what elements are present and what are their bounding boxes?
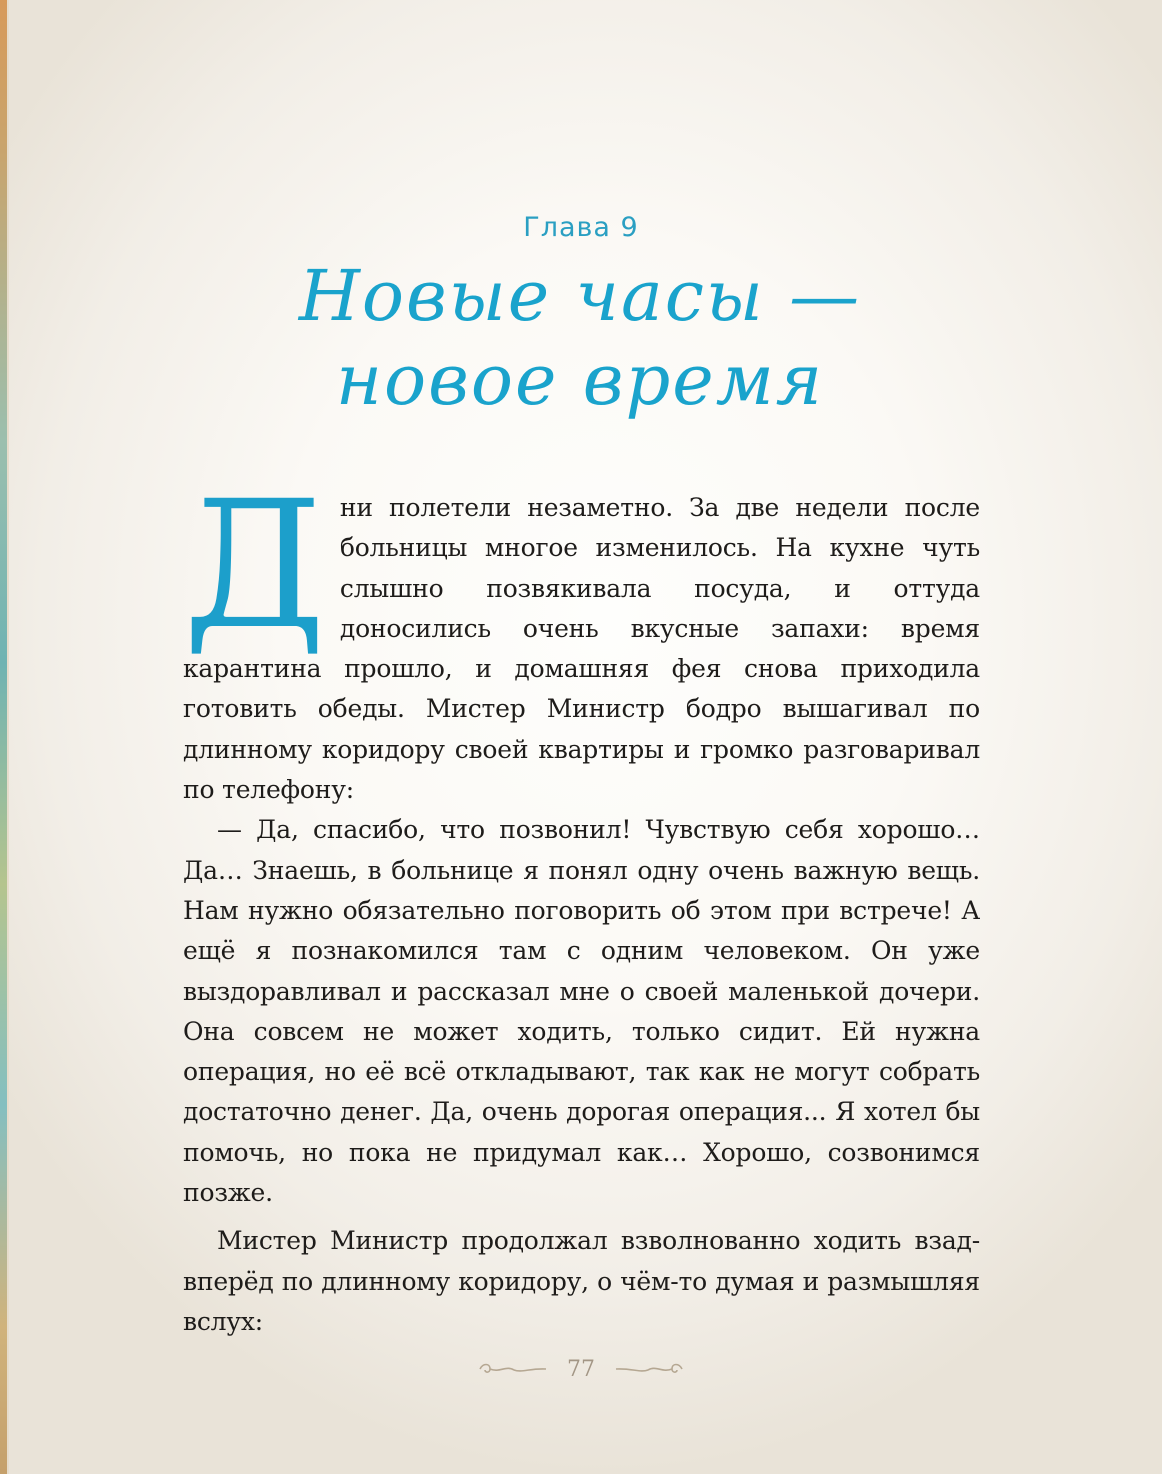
chapter-label: Глава 9 (523, 212, 639, 243)
first-paragraph-text: ни полетели незаметно. За две недели после больницы многое изменилось. На кухне чуть слышно позвякивала посуда, и оттуда доносились очень вкусные запахи: время карантина прошло, и домашняя фея снова приходила готовить обеды. Мистер Министр бодро вышагивал по длинному коридору своей квартиры и громко разговаривал по телефону: (183, 493, 980, 805)
left-flourish-icon (476, 1360, 548, 1378)
last-paragraph: Мистер Министр продолжал взволнованно ходить взад-вперёд по длинному коридору, о чём-то думая и размышляя вслух: (183, 1226, 980, 1336)
first-paragraph (183, 463, 980, 810)
page-number: 77 (567, 1356, 595, 1382)
chapter-body (183, 463, 980, 1342)
dialogue-paragraph: — Да, спасибо, что позвонил! Чувствую себя хорошо… Да… Знаешь, в больнице я понял одну очень важную вещь. Нам нужно обязательно поговорить об этом при встрече! А ещё я познакомился там с одним человеком. Он уже выздоравливал и рассказал мне о своей маленькой дочери. Она совсем не может ходить, только сидит. Ей нужна операция, но её всё откладывают, так как не могут собрать достаточно денег. Да, очень дорогая операция... Я хотел бы помочь, но пока не придумал как… Хорошо, созвонимся позже. (183, 815, 980, 1208)
chapter-title: Новые часы — новое время (298, 255, 862, 421)
page-footer (0, 1356, 1162, 1382)
right-flourish-icon (614, 1360, 686, 1378)
drop-cap: Д (183, 463, 326, 668)
